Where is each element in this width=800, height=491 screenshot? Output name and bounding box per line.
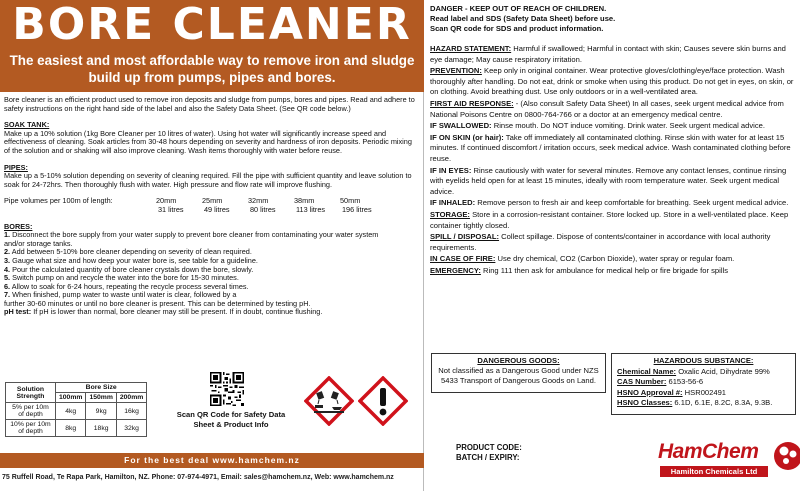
safety-statement [430, 198, 798, 209]
safety-panel [426, 0, 800, 491]
pipe-volume-1 [202, 197, 248, 214]
safety-label: IF ON SKIN (or hair): [430, 132, 504, 142]
bore-step-text: Pour the calculated quantity of bore cleaner crystals down the bore, slowly. [10, 264, 254, 274]
pipes-text: Make up a 5-10% solution depending on severity of cleaning required. Fill the pipe with sufficient quantity and leave solution to soak for 24-72hrs. Then thoroughly flush with water. High pressure and flow rate will improve flushing. [4, 171, 412, 189]
hazardous-item [617, 398, 790, 409]
bore-step-text: Disconnect the bore supply from your water supply to prevent bore cleaner from contaminating your water system [10, 230, 379, 240]
website-banner: For the best deal www.hamchem.nz [0, 453, 424, 468]
safety-label: HAZARD STATEMENT: [430, 44, 512, 53]
title-banner [0, 0, 424, 92]
safety-label: IF INHALED: [430, 198, 476, 208]
bore-step-text: Switch pump on and recycle the water into the bore for 15-30 minutes. [10, 273, 239, 283]
safety-text: Keep only in original container. Wear protective gloves/clothing/eye/face protection. Wash thoroughly after handling. Do not eat, drink or smoke when using this product. Do not get in eyes, on skin, or on clothing. Avoid breathing dust. Use only outdoors or in a well-ventilated area. [430, 66, 794, 97]
bore-step-number: 2. [4, 247, 11, 257]
bore-step-text: further 30-60 minutes or until no bore cleaner is present. This can be determined by testing pH. [4, 298, 311, 308]
table-size-header: 150mm [86, 393, 116, 403]
pipe-volumes [4, 197, 420, 214]
table-cell: 9kg [86, 403, 116, 420]
logo-subtitle: Hamilton Chemicals Ltd [660, 466, 768, 477]
hazardous-item-key: Chemical Name: [617, 366, 677, 376]
danger-line: DANGER - KEEP OUT OF REACH OF CHILDREN. [430, 4, 607, 13]
danger-line: Read label and SDS (Safety Data Sheet) before use. [430, 14, 616, 23]
tagline: The easiest and most affordable way to remove iron and sludge build up from pumps, pipes and bores. [9, 53, 415, 85]
safety-label: FIRST AID RESPONSE: [430, 98, 514, 108]
safety-text: Use dry chemical, CO2 (Carbon Dioxide), water spray or regular foam. [495, 254, 735, 264]
safety-statement [430, 254, 798, 265]
safety-label: STORAGE: [430, 209, 470, 219]
hazardous-item-key: HSNO Approval #: [617, 387, 683, 397]
table-header-solution: Solution Strength [6, 383, 56, 403]
pipe-size: 32mm [248, 196, 269, 206]
table-size-header: 100mm [56, 393, 86, 403]
dangerous-goods-text: Not classified as a Dangerous Good under NZS 5433 Transport of Dangerous Goods on Land. [438, 366, 599, 385]
bore-step-text: When finished, pump water to waste until water is clear, followed by a [10, 290, 237, 300]
pipe-size: 20mm [156, 196, 177, 206]
table-cell: 32kg [116, 420, 146, 437]
hazardous-item [617, 367, 790, 378]
pipe-litres: 196 litres [342, 204, 372, 214]
qr-caption: Scan QR Code for Safety Data Sheet & Product Info [176, 410, 286, 429]
contact-footer: 75 Ruffell Road, Te Rapa Park, Hamilton, NZ. Phone: 07-974-4971, Email: sales@hamchem.nz, Web: www.hamchem.nz [2, 474, 394, 481]
bore-step-number: 1. [4, 230, 11, 240]
bore-step-number: pH test: [4, 307, 32, 317]
safety-statement [430, 121, 798, 132]
bore-step-number: 5. [4, 273, 11, 283]
table-body [6, 403, 147, 437]
hamchem-logo [658, 440, 798, 488]
pipe-volume-2 [248, 197, 294, 214]
table-cell: 4kg [56, 403, 86, 420]
safety-label: IN CASE OF FIRE: [430, 254, 496, 264]
bores-steps [4, 231, 420, 317]
pipe-size: 38mm [294, 196, 315, 206]
solution-table [5, 382, 147, 437]
table-row-label: 5% per 10m of depth [6, 403, 56, 420]
pipe-volumes-label: Pipe volumes per 100m of length: [4, 196, 113, 206]
table-header-bore-size: Bore Size [56, 383, 147, 393]
bores-heading: BORES: [4, 221, 33, 231]
safety-label: IF IN EYES: [430, 165, 472, 175]
hazardous-substance-title: HAZARDOUS SUBSTANCE: [653, 356, 754, 365]
corrosive-hazard-icon [304, 376, 354, 426]
safety-label: EMERGENCY: [430, 265, 481, 275]
safety-text: Harmful if swallowed; Harmful in contact with skin; Causes severe skin burns and eye damage; May cause respiratory irritation. [430, 44, 786, 64]
bore-step-text: If pH is lower than normal, bore cleaner may still be present. If in doubt, continue flushing. [31, 307, 323, 317]
soak-tank-heading: SOAK TANK: [4, 120, 50, 130]
logo-name: HamChem [658, 440, 759, 463]
hazardous-item-key: HSNO Classes: [617, 398, 673, 408]
product-title: BORE CLEANER [12, 0, 412, 50]
table-row-label: 10% per 10m of depth [6, 420, 56, 437]
safety-text: - (Also consult Safety Data Sheet) In all cases, seek urgent medical advice from National Poisons Centre on 0800-764-766 or a doctor at an emergency medical centre. [430, 98, 784, 119]
bore-step-number: 3. [4, 255, 11, 265]
bores-section [4, 223, 420, 318]
intro-text: Bore cleaner is an efficient product used to remove iron deposits and sludge from pumps, bores and pipes. Read and adhere to safety instructions on the right hand side of the label and also the Safety Data Sheet. (See QR code below.) [4, 95, 415, 113]
pipe-litres: 113 litres [296, 204, 326, 214]
qr-code-icon[interactable] [210, 372, 244, 406]
table-cell: 8kg [56, 420, 86, 437]
dangerous-goods-title: DANGEROUS GOODS: [477, 356, 560, 365]
safety-label: SPILL / DISPOSAL: [430, 232, 500, 242]
bore-step-number: 4. [4, 264, 11, 274]
hazardous-item [617, 377, 790, 388]
bore-step-text: Gauge what size and how deep your water bore is, see table for a guideline. [10, 255, 258, 265]
hazardous-item-value: Oxalic Acid, Dihydrate 99% [676, 366, 770, 376]
pipe-litres: 31 litres [158, 204, 184, 214]
hazardous-item-value: 6153-56-6 [666, 377, 704, 387]
bore-step-text: Allow to soak for 6-24 hours, repeating the recycle process several times. [10, 281, 249, 291]
safety-text: Take off immediately all contaminated clothing. Rinse skin with water for at least 15 minutes. If continued discomfort / irritation occurs, seek medical advice. Wash contaminated clothing before reuse. [430, 132, 791, 163]
safety-text: Collect spillage. Dispose of contents/container in accordance with local authority requirements. [430, 232, 771, 252]
safety-statement [430, 166, 798, 198]
safety-statement [430, 66, 798, 98]
pipe-volume-0 [156, 197, 202, 214]
bore-step-number: 6. [4, 281, 11, 291]
safety-text: Ring 111 then ask for ambulance for medical help or fire brigade for spills [480, 265, 728, 275]
table-row [6, 420, 147, 437]
bore-step-text: and/or storage tanks. [4, 238, 73, 248]
soak-tank-text: Make up a 10% solution (1kg Bore Cleaner per 10 litres of water). Using hot water will significantly increase speed and effectiveness of cleaning. Soak articles from 30-48 hours depending on severity and hardness of iron deposits. Periodic mixing of the solution and or shaking will also improve cleaning. Wash items thoroughly with water before reuse. [4, 128, 412, 155]
pipe-litres: 80 litres [250, 204, 276, 214]
safety-statement [430, 210, 798, 231]
pipes-section [4, 164, 420, 215]
exclamation-hazard-icon [358, 376, 408, 426]
table-cell: 16kg [116, 403, 146, 420]
hazardous-item-key: CAS Number: [617, 377, 667, 387]
pipe-volume-3 [294, 197, 340, 214]
hazardous-substance-box [611, 353, 796, 415]
bore-step [4, 308, 420, 317]
danger-header [430, 4, 796, 34]
safety-statement [430, 232, 798, 253]
safety-text: Store in a corrosion-resistant container. Store locked up. Store in a well-ventilated place. Keep container tightly closed. [430, 209, 789, 230]
safety-text: Rinse cautiously with water for several minutes. Remove any contact lenses, continue rinsing with eyelids held open for at least 15 minutes, ideally with room temperature water. Seek urgent medical advice. [430, 165, 787, 196]
product-code-block [456, 443, 522, 463]
safety-statement [430, 44, 798, 65]
bore-step-text: Add between 5-10% bore cleaner depending on severity of clean required. [10, 247, 252, 257]
pipe-litres: 49 litres [204, 204, 230, 214]
safety-statement [430, 99, 798, 120]
molecule-logo-icon [772, 440, 800, 472]
dangerous-goods-box [431, 353, 606, 393]
safety-text: Remove person to fresh air and keep comfortable for breathing. Seek urgent medical advice. [475, 198, 789, 208]
safety-statements [430, 44, 798, 277]
hazardous-item-value: 6.1D, 6.1E, 8.2C, 8.3A, 9.3B. [672, 398, 773, 408]
safety-statement [430, 133, 798, 165]
product-code-label: PRODUCT CODE: [456, 443, 522, 452]
hazardous-substance-items [617, 367, 790, 409]
safety-text: Rinse mouth. Do NOT induce vomiting. Drink water. Seek urgent medical advice. [491, 121, 765, 131]
pipe-volume-values [156, 197, 386, 214]
pipe-volume-4 [340, 197, 386, 214]
bore-step-number: 7. [4, 290, 11, 300]
pipe-size: 25mm [202, 196, 223, 206]
table-size-header: 200mm [116, 393, 146, 403]
hazardous-item-value: HSR002491 [682, 387, 727, 397]
safety-label: IF SWALLOWED: [430, 121, 492, 131]
instructions-body [4, 96, 420, 325]
batch-expiry-label: BATCH / EXPIRY: [456, 453, 520, 462]
danger-line: Scan QR code for SDS and product information. [430, 24, 604, 33]
pipes-heading: PIPES: [4, 162, 28, 172]
table-row [6, 403, 147, 420]
pipe-size: 50mm [340, 196, 361, 206]
safety-label: PREVENTION: [430, 66, 482, 76]
hazardous-item [617, 388, 790, 399]
table-cell: 18kg [86, 420, 116, 437]
soak-tank-section [4, 121, 420, 155]
safety-statement [430, 266, 798, 277]
